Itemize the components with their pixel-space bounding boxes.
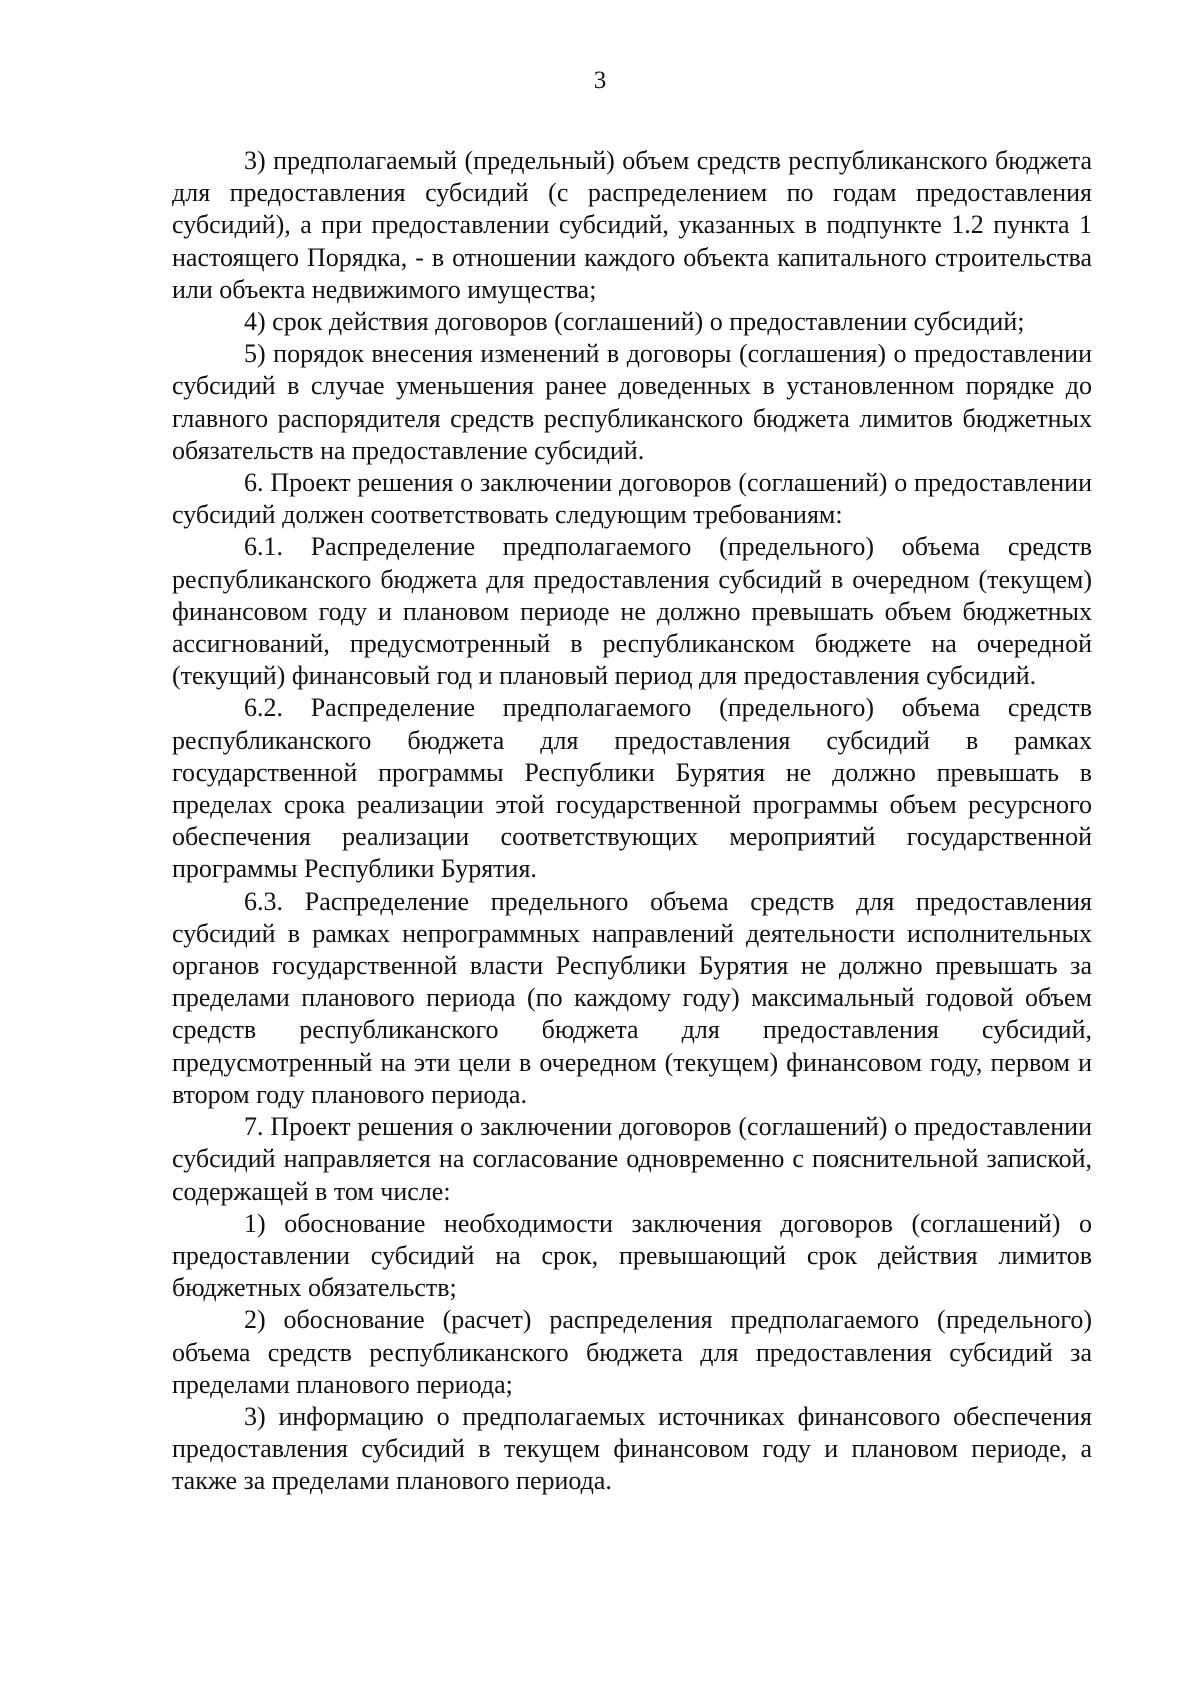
paragraph-item-3: 3) предполагаемый (предельный) объем средств республиканского бюджета для предоставления субсидий (с распределением по годам предоставления субсидий), а при предоставлении субсидий, указанных в подпункте 1.2 пункта 1 настоящего Порядка, - в отношении каждого объекта капитального строительства или объекта недвижимого имущества;	[172, 146, 1092, 304]
paragraph-item-5: 5) порядок внесения изменений в договоры (соглашения) о предоставлении субсидий в случае уменьшения ранее доведенных в установленном порядке до главного распорядителя средств республиканского бюджета лимитов бюджетных обязательств на предоставление субсидий.	[172, 339, 1092, 465]
document-body	[172, 145, 1092, 1498]
paragraph-clause-6-2: 6.2. Распределение предполагаемого (предельного) объема средств республиканского бюджета для предоставления субсидий в рамках государственной программы Республики Бурятия не должно превышать в пределах срока реализации этой государственной программы объем ресурсного обеспечения реализации соответствующих мероприятий государственной программы Республики Бурятия.	[172, 693, 1092, 884]
paragraph-clause-7: 7. Проект решения о заключении договоров (соглашений) о предоставлении субсидий направляется на согласование одновременно с пояснительной запиской, содержащей в том числе:	[172, 1112, 1092, 1206]
paragraph-clause-6-1: 6.1. Распределение предполагаемого (предельного) объема средств республиканского бюджета для предоставления субсидий в очередном (текущем) финансовом году и плановом периоде не должно превышать объем бюджетных ассигнований, предусмотренный в республиканском бюджете на очередной (текущий) финансовый год и плановый период для предоставления субсидий.	[172, 532, 1092, 691]
paragraph-clause-7-item-1: 1) обоснование необходимости заключения договоров (соглашений) о предоставлении субсидий на срок, превышающий срок действия лимитов бюджетных обязательств;	[172, 1208, 1092, 1303]
paragraph-clause-6: 6. Проект решения о заключении договоров (соглашений) о предоставлении субсидий должен соответствовать следующим требованиям:	[172, 468, 1092, 530]
paragraph-clause-7-item-3: 3) информацию о предполагаемых источниках финансового обеспечения предоставления субсидий в текущем финансовом году и плановом периоде, а также за пределами планового периода.	[172, 1401, 1092, 1496]
paragraph-clause-7-item-2: 2) обоснование (расчет) распределения предполагаемого (предельного) объема средств республиканского бюджета для предоставления субсидий за пределами планового периода;	[172, 1305, 1092, 1399]
page-number: 3	[593, 67, 607, 94]
paragraph-clause-6-3: 6.3. Распределение предельного объема средств для предоставления субсидий в рамках непрограммных направлений деятельности исполнительных органов государственной власти Республики Бурятия не должно превышать за пределами планового периода (по каждому году) максимальный годовой объем средств республиканского бюджета для предоставления субсидий, предусмотренный на эти цели в очередном (текущем) финансовом году, первом и втором году планового периода.	[172, 886, 1092, 1109]
paragraph-item-4: 4) срок действия договоров (соглашений) о предоставлении субсидий;	[244, 307, 1025, 337]
